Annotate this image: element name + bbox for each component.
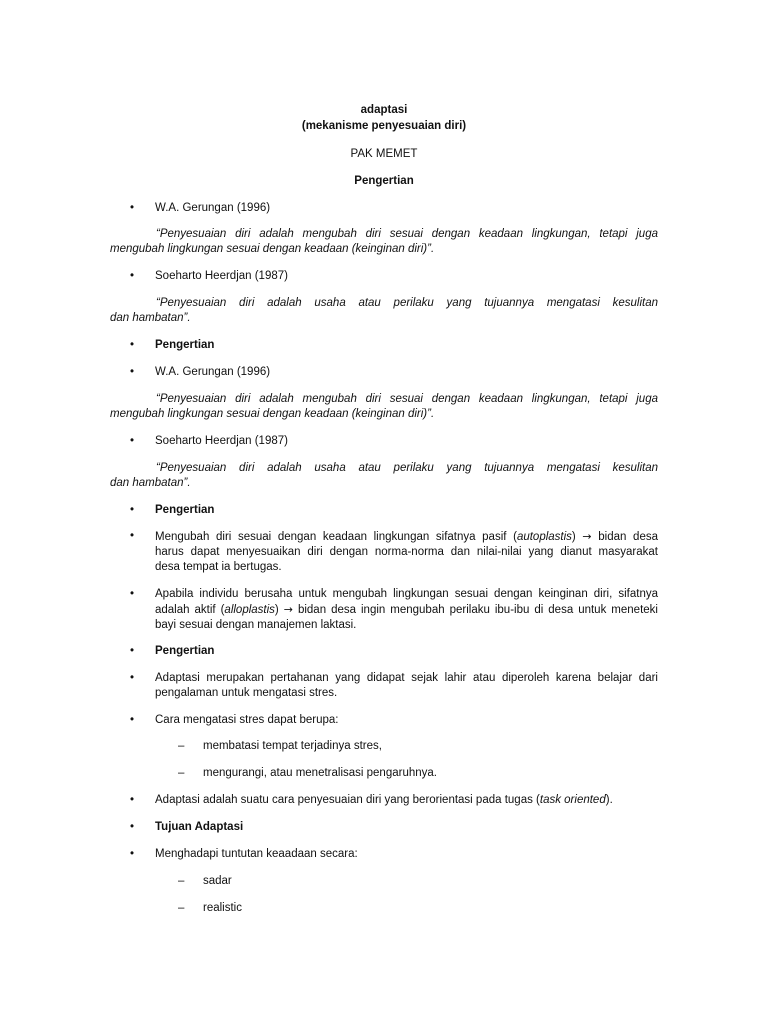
quote-line: “Penyesuaian diri adalah mengubah diri sesuai dengan keadaan lingkungan, tetapi juga [156, 393, 658, 405]
quote-block [110, 296, 658, 326]
quote-block [110, 392, 658, 422]
paragraph-line [155, 529, 658, 545]
bullet-icon: • [130, 794, 135, 806]
paragraph-line: bayi sesuai dengan manajemen laktasi. [155, 619, 357, 631]
text-run: ) [571, 531, 576, 543]
bullet-icon: • [130, 366, 135, 378]
text-run: Mengubah diri sesuai dengan keadaan lingkungan sifatnya pasif ( [155, 531, 517, 543]
bullet-icon: • [130, 270, 135, 282]
paragraph-line: Apabila individu berusaha untuk mengubah lingkungan sesuai dengan keinginan diri, sifatnya [155, 588, 658, 600]
paragraph: Menghadapi tuntutan keaadaan secara: [155, 848, 358, 860]
paragraph [155, 793, 658, 808]
text-run: adalah aktif ( [155, 604, 225, 616]
text-run: Adaptasi adalah suatu cara penyesuaian diri yang berorientasi pada tugas ( [155, 794, 540, 806]
quote-line: “Penyesuaian diri adalah usaha atau perilaku yang tujuannya mengatasi kesulitan [156, 462, 658, 474]
author-ref: W.A. Gerungan (1996) [155, 202, 271, 214]
paragraph-line [155, 602, 658, 618]
italic-term: task oriented [539, 794, 606, 806]
section-heading: Tujuan Adaptasi [155, 821, 244, 833]
author-ref: W.A. Gerungan (1996) [155, 366, 271, 378]
bullet-icon: • [130, 202, 135, 214]
section-heading: Pengertian [155, 645, 215, 657]
quote-line: dan hambatan”. [110, 312, 191, 324]
paragraph-line: Adaptasi merupakan pertahanan yang didapat sejak lahir atau diperoleh karena belajar dari [155, 672, 658, 684]
author-ref: Soeharto Heerdjan (1987) [155, 435, 288, 447]
doc-heading: Pengertian [354, 175, 414, 187]
paragraph [155, 587, 658, 633]
doc-title: adaptasi [360, 104, 408, 116]
dash-icon: – [178, 767, 185, 779]
paragraph-line: harus dapat menyesuaikan diri dengan norma-norma dan nilai-nilai yang dianut masyarakat [155, 546, 658, 558]
text-run: bidan desa ingin mengubah perilaku ibu-ibu di desa untuk meneteki [297, 604, 658, 616]
arrow-right-icon: → [283, 603, 293, 616]
italic-term: autoplastis [516, 531, 572, 543]
quote-line: “Penyesuaian diri adalah usaha atau perilaku yang tujuannya mengatasi kesulitan [156, 297, 658, 309]
paragraph-line: desa tempat ia bertugas. [155, 561, 282, 573]
paragraph: Cara mengatasi stres dapat berupa: [155, 714, 339, 726]
sub-item: realistic [203, 902, 242, 914]
dash-icon: – [178, 902, 185, 914]
doc-subtitle: (mekanisme penyesuaian diri) [301, 120, 467, 132]
bullet-icon: • [130, 672, 135, 684]
sub-item: sadar [203, 875, 232, 887]
paragraph [155, 671, 658, 701]
text-run: bidan desa [598, 531, 658, 543]
dash-icon: – [178, 875, 185, 887]
quote-line: dan hambatan”. [110, 477, 191, 489]
text-run: ). [605, 794, 613, 806]
quote-line: mengubah lingkungan sesuai dengan keadaan (keinginan diri)”. [110, 408, 435, 420]
doc-author: PAK MEMET [350, 148, 418, 160]
bullet-icon: • [130, 821, 135, 833]
section-heading: Pengertian [155, 504, 215, 516]
paragraph [155, 529, 658, 575]
bullet-icon: • [130, 588, 135, 600]
section-heading: Pengertian [155, 339, 215, 351]
quote-block [110, 461, 658, 491]
author-ref: Soeharto Heerdjan (1987) [155, 270, 288, 282]
text-run: ) [274, 604, 279, 616]
quote-line: “Penyesuaian diri adalah mengubah diri sesuai dengan keadaan lingkungan, tetapi juga [156, 228, 658, 240]
bullet-icon: • [130, 339, 135, 351]
quote-block [110, 227, 658, 257]
bullet-icon: • [130, 645, 135, 657]
bullet-icon: • [130, 714, 135, 726]
sub-item: membatasi tempat terjadinya stres, [203, 740, 382, 752]
dash-icon: – [178, 740, 185, 752]
arrow-right-icon: → [582, 530, 592, 543]
bullet-icon: • [130, 504, 135, 516]
bullet-icon: • [130, 848, 135, 860]
sub-item: mengurangi, atau menetralisasi pengaruhnya. [203, 767, 437, 779]
italic-term: alloplastis [224, 604, 275, 616]
bullet-icon: • [130, 530, 135, 542]
paragraph-line: pengalaman untuk mengatasi stres. [155, 687, 338, 699]
quote-line: mengubah lingkungan sesuai dengan keadaan (keinginan diri)”. [110, 243, 435, 255]
bullet-icon: • [130, 435, 135, 447]
